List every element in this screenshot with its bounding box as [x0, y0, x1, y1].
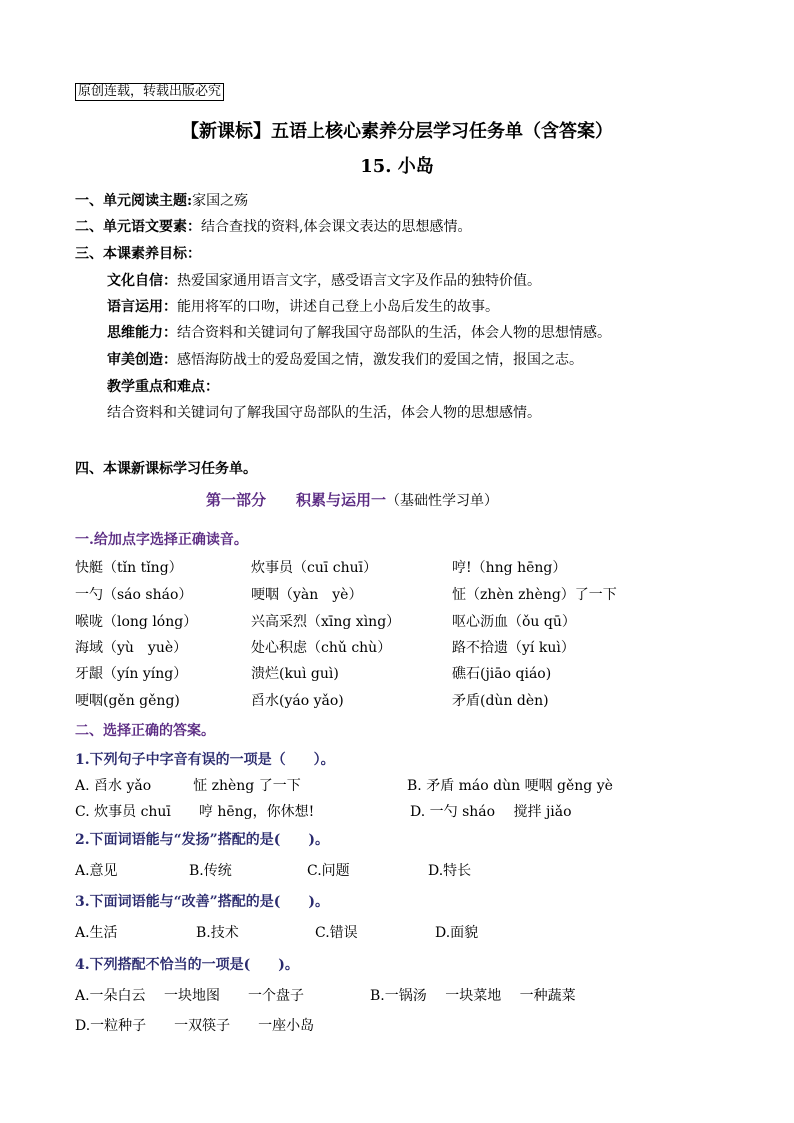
mc-1-option-d: D. 一勺 sháo 搅拌 jiǎo	[410, 804, 572, 820]
copyright-stamp: 原创连载，转载出版必究	[75, 83, 224, 101]
goal-text: 感悟海防战士的爱岛爱国之情，激发我们的爱国之情，报国之志。	[177, 352, 583, 368]
key-points-label: 教学重点和难点：	[107, 379, 219, 395]
mc-4-option-d: D.一粒种子 一双筷子 一座小岛	[75, 1018, 315, 1034]
section-1-label: 一、单元阅读主题:	[75, 193, 193, 209]
goal-text: 能用将军的口吻，讲述自己登上小岛后发生的故事。	[177, 299, 499, 315]
grid-cell: 牙龈（yín yíng）	[75, 666, 188, 682]
mc-question-1: 1.下列句子中字音有误的一项是（ ）。	[75, 752, 335, 768]
mc-4-option-a: A.一朵白云 一块地图 一个盘子	[75, 988, 305, 1004]
goal-label: 审美创造：	[107, 352, 177, 368]
mc-question-3: 3.下面词语能与“改善”搭配的是( )。	[75, 894, 329, 910]
grid-cell: 处心积虑（chǔ chù）	[251, 640, 392, 656]
grid-cell: 海域（yù yuè）	[75, 640, 188, 656]
grid-cell: 一勺（sáo sháo）	[75, 587, 193, 603]
mc-2-option-b: B.传统	[189, 863, 232, 879]
document-title: 【新课标】五语上核心素养分层学习任务单（含答案）	[181, 121, 613, 142]
section-2-text: 结合查找的资料,体会课文表达的思想感情。	[201, 219, 472, 235]
grid-cell: 喉咙（long lóng）	[75, 614, 198, 630]
goal-culture	[107, 270, 541, 290]
mc-question-4: 4.下列搭配不恰当的一项是( )。	[75, 957, 299, 973]
grid-cell: 溃烂(kuì guì)	[251, 666, 339, 682]
mc-2-option-d: D.特长	[428, 863, 472, 879]
section-3-label: 三、本课素养目标：	[75, 246, 201, 262]
mc-2-option-a: A.意见	[75, 863, 118, 879]
grid-cell: 呕心沥血（ǒu qū）	[452, 614, 576, 630]
grid-cell: 路不拾遗（yí kuì）	[452, 640, 575, 656]
grid-cell: 哽咽（yàn yè）	[251, 587, 363, 603]
grid-cell: 哽咽(gěn gěng)	[75, 693, 180, 709]
question-1-title: 一.给加点字选择正确读音。	[75, 532, 248, 548]
grid-cell: 炊事员（cuī chuī）	[251, 560, 378, 576]
section-1-text: 家国之殇	[192, 193, 249, 209]
goal-aesthetic	[107, 349, 583, 369]
part-1-heading	[206, 489, 498, 510]
grid-cell: 礁石(jiāo qiáo)	[452, 666, 552, 682]
mc-3-option-c: C.错误	[315, 925, 358, 941]
mc-3-option-b: B.技术	[196, 925, 239, 941]
goal-label: 文化自信：	[107, 273, 177, 289]
goal-thinking	[107, 322, 611, 342]
mc-1-option-a: A. 舀水 yǎo 怔 zhèng 了一下	[75, 778, 301, 794]
mc-1-option-b: B. 矛盾 máo dùn 哽咽 gěng yè	[407, 778, 613, 794]
grid-cell: 哼!（hng hēng）	[452, 560, 567, 576]
section-1	[75, 190, 248, 210]
mc-1-option-c: C. 炊事员 chuī 哼 hēng，你休想!	[75, 804, 315, 820]
goal-label: 思维能力：	[107, 325, 177, 341]
mc-question-2: 2.下面词语能与“发扬”搭配的是( )。	[75, 832, 329, 848]
goal-label: 语言运用：	[107, 299, 177, 315]
grid-cell: 舀水(yáo yǎo)	[251, 693, 344, 709]
goal-text: 热爱国家通用语言文字，感受语言文字及作品的独特价值。	[177, 273, 541, 289]
lesson-title: 15. 小岛	[360, 156, 434, 177]
mc-4-option-b: B.一锅汤 一块菜地 一种蔬菜	[370, 988, 576, 1004]
section-2-label: 二、单元语文要素：	[75, 219, 201, 235]
grid-cell: 兴高采烈（xīng xìng）	[251, 614, 401, 630]
question-2-title: 二、选择正确的答案。	[75, 723, 215, 739]
part-1-title: 第一部分 积累与运用一	[206, 491, 387, 509]
grid-cell: 怔（zhèn zhèng）了一下	[452, 587, 617, 603]
goal-text: 结合资料和关键词句了解我国守岛部队的生活，体会人物的思想情感。	[177, 325, 611, 341]
section-4-label: 四、本课新课标学习任务单。	[75, 461, 257, 477]
goal-language	[107, 296, 499, 316]
mc-3-option-d: D.面貌	[435, 925, 479, 941]
part-1-subtitle: （基础性学习单）	[386, 493, 499, 509]
section-2	[75, 216, 471, 236]
key-points-text: 结合资料和关键词句了解我国守岛部队的生活，体会人物的思想感情。	[107, 405, 541, 421]
grid-cell: 快艇（tǐn tǐng）	[75, 560, 183, 576]
mc-3-option-a: A.生活	[75, 925, 118, 941]
grid-cell: 矛盾(dùn dèn)	[452, 693, 549, 709]
mc-2-option-c: C.问题	[307, 863, 350, 879]
